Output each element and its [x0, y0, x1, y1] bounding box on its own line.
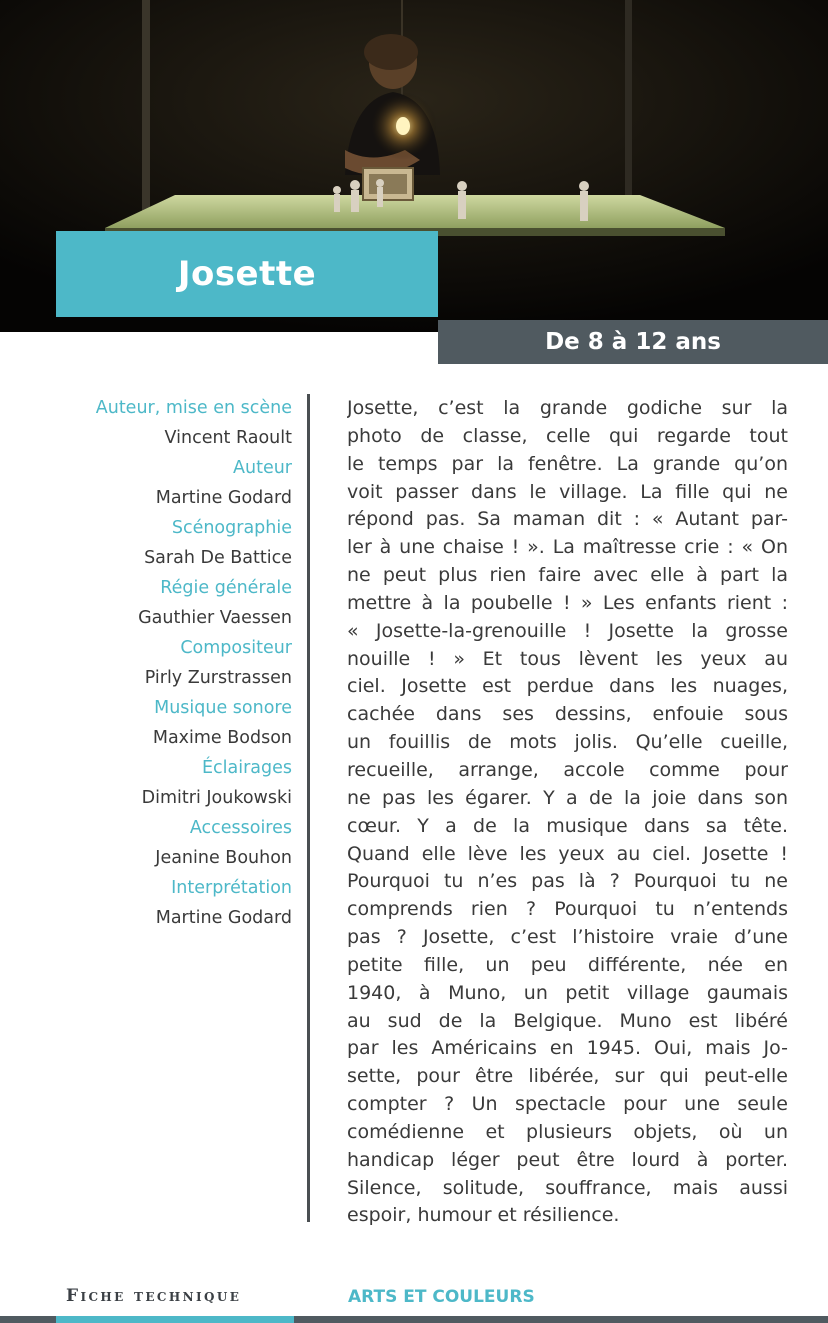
synopsis-line: mettre à la poubelle ! » Les enfants rient :: [347, 591, 788, 614]
synopsis-line: petite fille, un peu différente, née en: [347, 953, 788, 976]
footer-section-label: Fiche technique: [66, 1286, 242, 1306]
footer-accent-bar: [56, 1316, 294, 1323]
credit-role: Auteur, mise en scène: [95, 398, 292, 418]
credit-role: Régie générale: [160, 578, 292, 598]
credit-role: Scénographie: [171, 518, 292, 538]
synopsis-line: ne peut plus rien faire avec elle à part la: [347, 564, 788, 587]
synopsis-line: au sud de la Belgique. Muno est libéré: [347, 1009, 788, 1032]
synopsis-line: « Josette-la-grenouille ! Josette la grosse: [347, 619, 788, 642]
synopsis-line: le temps par la fenêtre. La grande qu’on: [347, 452, 788, 475]
credit-role: Accessoires: [189, 818, 292, 838]
credit-person: Vincent Raoult: [164, 428, 292, 448]
synopsis-line: comédienne et plusieurs objets, où un: [347, 1120, 788, 1143]
synopsis-line: Josette, c’est la grande godiche sur la: [347, 397, 788, 419]
synopsis-line: ciel. Josette est perdue dans les nuages,: [347, 675, 788, 698]
credit-person: Martine Godard: [155, 908, 292, 928]
credit-role: Musique sonore: [154, 698, 292, 718]
synopsis-line: un fouillis de mots jolis. Qu’elle cueille,: [347, 731, 788, 754]
synopsis-line: 1940, à Muno, un petit village gaumais: [347, 981, 788, 1004]
credit-person: Jeanine Bouhon: [155, 848, 292, 868]
credit-person: Martine Godard: [155, 488, 292, 508]
synopsis-line: pas ? Josette, c’est l’histoire vraie d’une: [347, 926, 788, 949]
credits-list: [40, 393, 292, 933]
synopsis-line: cachée dans ses dessins, enfouie sous: [347, 703, 788, 726]
title-banner: [56, 231, 438, 317]
synopsis: [347, 395, 788, 1230]
synopsis-line: handicap léger peut être lourd à porter.: [347, 1148, 788, 1171]
synopsis-line: voit passer dans le village. La fille qui ne: [347, 480, 788, 503]
credit-person: Dimitri Joukowski: [141, 788, 292, 808]
synopsis-line: sette, pour être libérée, sur qui peut-elle: [347, 1065, 788, 1088]
credit-role: Éclairages: [201, 758, 292, 778]
synopsis-line: photo de classe, celle qui regarde tout: [347, 424, 788, 447]
age-range: De 8 à 12 ans: [545, 329, 721, 355]
credit-person: Gauthier Vaessen: [138, 608, 292, 628]
synopsis-line: cœur. Y a de la musique dans sa tête.: [347, 814, 788, 837]
footer-company: ARTS ET COULEURS: [348, 1287, 535, 1307]
synopsis-line: Pourquoi tu n’es pas là ? Pourquoi tu ne: [347, 870, 788, 893]
synopsis-line: compter ? Un spectacle pour une seule: [347, 1093, 788, 1116]
synopsis-line: répond pas. Sa maman dit : « Autant par-: [347, 508, 788, 531]
credit-role: Interprétation: [171, 878, 292, 898]
credit-person: Maxime Bodson: [152, 728, 292, 748]
credit-person: Sarah De Battice: [144, 548, 292, 568]
column-divider: [307, 394, 310, 1222]
credit-role: Auteur: [233, 458, 292, 478]
synopsis-line: ler à une chaise ! ». La maîtresse crie : « On: [347, 536, 788, 559]
synopsis-line: ne pas les égarer. Y a de la joie dans son: [347, 786, 788, 809]
synopsis-line: comprends rien ? Pourquoi tu n’entends: [347, 898, 788, 921]
synopsis-line: espoir, humour et résilience.: [347, 1204, 620, 1227]
credit-role: Compositeur: [180, 638, 292, 658]
synopsis-line: Quand elle lève les yeux au ciel. Josette !: [347, 842, 788, 865]
show-title: Josette: [177, 254, 317, 294]
synopsis-line: par les Américains en 1945. Oui, mais Jo-: [347, 1037, 788, 1060]
synopsis-line: Silence, solitude, souffrance, mais aussi: [347, 1176, 788, 1199]
age-banner: [438, 320, 828, 364]
synopsis-line: nouille ! » Et tous lèvent les yeux au: [347, 647, 788, 670]
credit-person: Pirly Zurstrassen: [144, 668, 292, 688]
synopsis-line: recueille, arrange, accole comme pour: [347, 758, 788, 781]
